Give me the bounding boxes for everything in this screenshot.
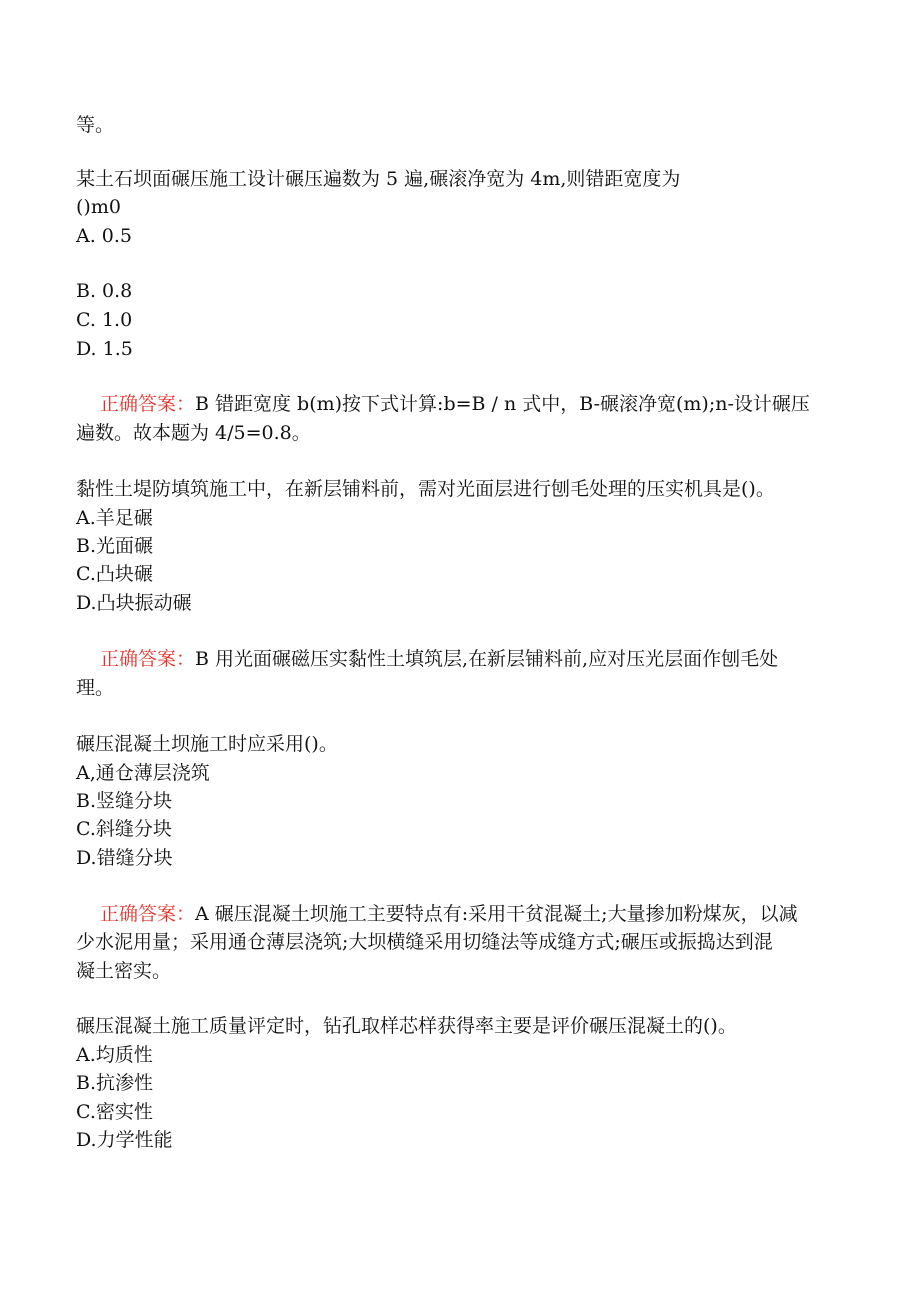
option-d: D.力学性能: [76, 1129, 173, 1151]
option-d: D.错缝分块: [76, 847, 173, 869]
option-c: C.斜缝分块: [76, 818, 172, 840]
question-stem: 碾压混凝土施工质量评定时，钻孔取样芯样获得率主要是评价碾压混凝土的()。: [76, 1015, 737, 1037]
answer-text: 少水泥用量；采用通仓薄层浇筑;大坝横缝采用切缝法等成缝方式;碾压或振捣达到混: [76, 931, 773, 953]
option-b: B.抗渗性: [76, 1072, 154, 1094]
option-a: A,通仓薄层浇筑: [76, 762, 210, 784]
answer-label: 正确答案：: [100, 903, 196, 925]
option-d: D. 1.5: [76, 338, 133, 360]
intro-fragment: 等。: [76, 114, 115, 136]
option-c: C.密实性: [76, 1101, 153, 1123]
answer-text: 理。: [76, 677, 115, 699]
answer-text: A 碾压混凝土坝施工主要特点有:采用干贫混凝土;大量掺加粉煤灰，以减: [195, 903, 798, 925]
question-stem: 某土石坝面碾压施工设计碾压遍数为 5 遍,碾滚净宽为 4m,则错距宽度为: [76, 168, 681, 190]
answer-label: 正确答案：: [100, 648, 196, 670]
option-b: B.竖缝分块: [76, 790, 173, 812]
answer-text: 凝土密实。: [76, 960, 172, 982]
option-b: B. 0.8: [76, 280, 133, 302]
option-b: B.光面碾: [76, 535, 154, 557]
option-a: A. 0.5: [76, 225, 133, 247]
answer-line: [100, 392, 810, 416]
question-stem: 碾压混凝土坝施工时应采用()。: [76, 733, 338, 755]
option-a: A.均质性: [76, 1044, 153, 1066]
option-c: C. 1.0: [76, 309, 133, 331]
answer-text: B 用光面碾磁压实黏性土填筑层,在新层铺料前,应对压光层面作刨毛处: [195, 648, 779, 670]
option-a: A.羊足碾: [76, 507, 153, 529]
option-d: D.凸块振动碾: [76, 592, 192, 614]
question-stem: ()m0: [76, 196, 121, 218]
answer-label: 正确答案：: [100, 393, 196, 415]
answer-text: B 错距宽度 b(m)按下式计算:b=B / n 式中，B-碾滚净宽(m);n-设计碾压: [195, 393, 810, 415]
question-stem: 黏性土堤防填筑施工中，在新层铺料前，需对光面层进行刨毛处理的压实机具是()。: [76, 478, 775, 500]
answer-line: [100, 902, 798, 926]
option-c: C.凸块碾: [76, 563, 153, 585]
answer-text: 遍数。故本题为 4/5=0.8。: [76, 422, 311, 444]
answer-line: [100, 647, 778, 671]
